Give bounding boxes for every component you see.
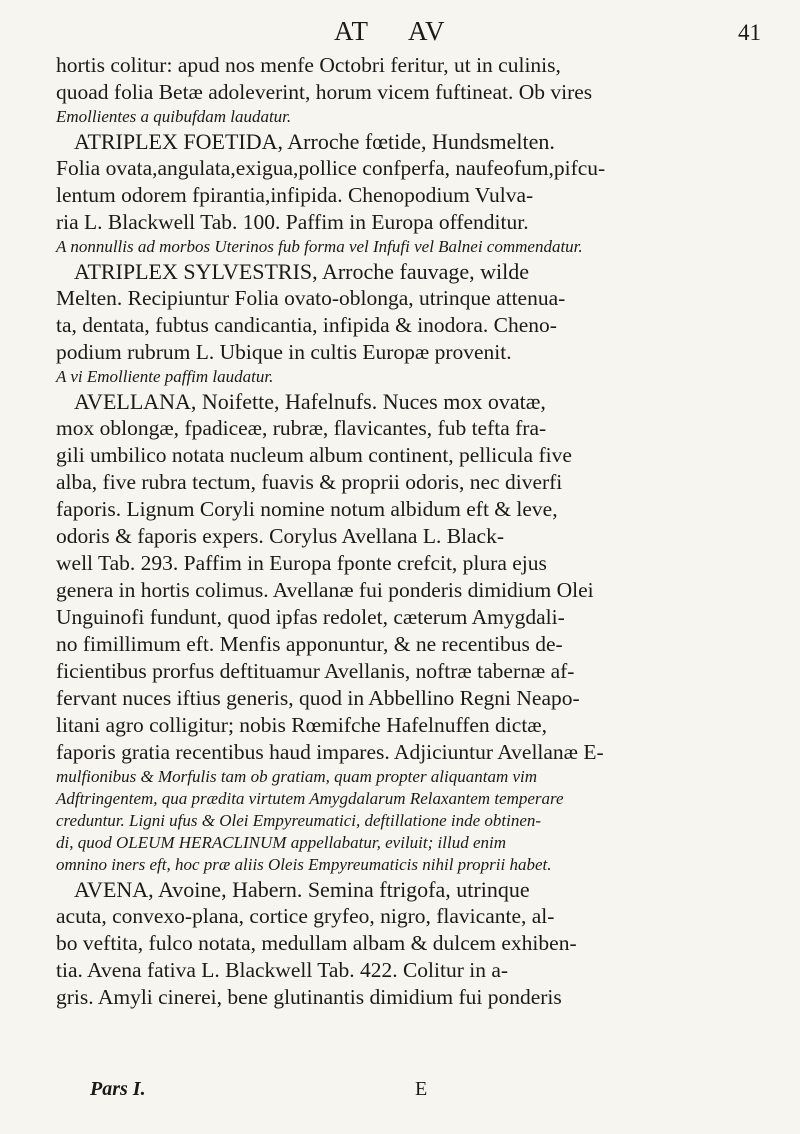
running-head-right: AV	[408, 16, 446, 46]
text-line: bo veftita, fulco notata, medullam albam & dulcem exhiben-	[56, 931, 577, 955]
text-line: ATRIPLEX SYLVESTRIS, Arroche fauvage, wilde	[74, 259, 530, 284]
text-line: fervant nuces iftius generis, quod in Abbellino Regni Neapo-	[56, 686, 580, 710]
text-line: tia. Avena fativa L. Blackwell Tab. 422. Colitur in a-	[56, 958, 509, 982]
text-line: Melten. Recipiuntur Folia ovato-oblonga, utrinque attenua-	[56, 286, 566, 310]
page-number: 41	[738, 20, 761, 45]
signature-mark: Pars I.	[90, 1078, 146, 1100]
text-line: Unguinofi fundunt, quod ipfas redolet, cæterum Amygdali-	[56, 605, 565, 629]
text-line: genera in hortis colimus. Avellanæ fui ponderis dimidium Olei	[56, 578, 594, 602]
text-line: lentum odorem fpirantia,infipida. Chenopodium Vulva-	[56, 183, 534, 207]
text-line: odoris & faporis expers. Corylus Avellana L. Black-	[56, 524, 505, 548]
body-text	[56, 52, 751, 1011]
page-footer	[0, 1078, 800, 1108]
text-line: mox oblongæ, fpadiceæ, rubræ, flavicantes, fub tefta fra-	[56, 416, 547, 440]
text-line: faporis. Lignum Coryli nomine notum albidum eft & leve,	[56, 497, 558, 521]
text-line: gili umbilico notata nucleum album continent, pellicula five	[56, 443, 572, 467]
text-line: faporis gratia recentibus haud impares. Adjiciuntur Avellanæ E-	[56, 740, 604, 764]
text-line: Folia ovata,angulata,exigua,pollice confperfa, naufeofum,pifcu-	[56, 156, 606, 180]
text-line: A nonnullis ad morbos Uterinos fub forma vel Infufi vel Balnei commendatur.	[56, 237, 583, 256]
text-line: podium rubrum L. Ubique in cultis Europæ provenit.	[56, 340, 512, 364]
text-line: creduntur. Ligni ufus & Olei Empyreumatici, deftillatione inde obtinen-	[56, 811, 542, 830]
text-line: alba, five rubra tectum, fuavis & proprii odoris, nec diverfi	[56, 470, 563, 494]
text-line: ta, dentata, fubtus candicantia, infipida & inodora. Cheno-	[56, 313, 557, 337]
text-line: ATRIPLEX FOETIDA, Arroche fœtide, Hundsmelten.	[74, 129, 555, 154]
text-line: hortis colitur: apud nos menfe Octobri feritur, ut in culinis,	[56, 53, 561, 77]
running-head	[0, 16, 800, 50]
text-line: litani agro colligitur; nobis Rœmifche Hafelnuffen dictæ,	[56, 713, 548, 737]
gathering-letter: E	[415, 1078, 428, 1100]
text-line: ria L. Blackwell Tab. 100. Paffim in Europa offenditur.	[56, 210, 529, 234]
text-line: well Tab. 293. Paffim in Europa fponte crefcit, plura ejus	[56, 551, 547, 575]
text-line: ficientibus prorfus deftituamur Avellanis, noftræ tabernæ af-	[56, 659, 575, 683]
text-line: Adftringentem, qua prædita virtutem Amygdalarum Relaxantem temperare	[56, 789, 564, 808]
text-line: gris. Amyli cinerei, bene glutinantis dimidium fui ponderis	[56, 985, 562, 1009]
text-line: acuta, convexo-plana, cortice gryfeo, nigro, flavicante, al-	[56, 904, 555, 928]
running-head-left: AT	[334, 16, 369, 46]
text-line: AVENA, Avoine, Habern. Semina ftrigofa, utrinque	[74, 877, 530, 902]
text-line: A vi Emolliente paffim laudatur.	[56, 367, 274, 386]
text-line: mulfionibus & Morfulis tam ob gratiam, quam propter aliquantam vim	[56, 767, 538, 786]
text-line: quoad folia Betæ adoleverint, horum vicem fuftineat. Ob vires	[56, 80, 593, 104]
text-line: di, quod OLEUM HERACLINUM appellabatur, eviluit; illud enim	[56, 833, 506, 852]
text-line: omnino iners eft, hoc præ aliis Oleis Empyreumaticis nihil proprii habet.	[56, 855, 552, 874]
text-line: Emollientes a quibufdam laudatur.	[56, 107, 292, 126]
text-line: AVELLANA, Noifette, Hafelnufs. Nuces mox ovatæ,	[74, 389, 546, 414]
text-line: no fimillimum eft. Menfis apponuntur, & ne recentibus de-	[56, 632, 563, 656]
